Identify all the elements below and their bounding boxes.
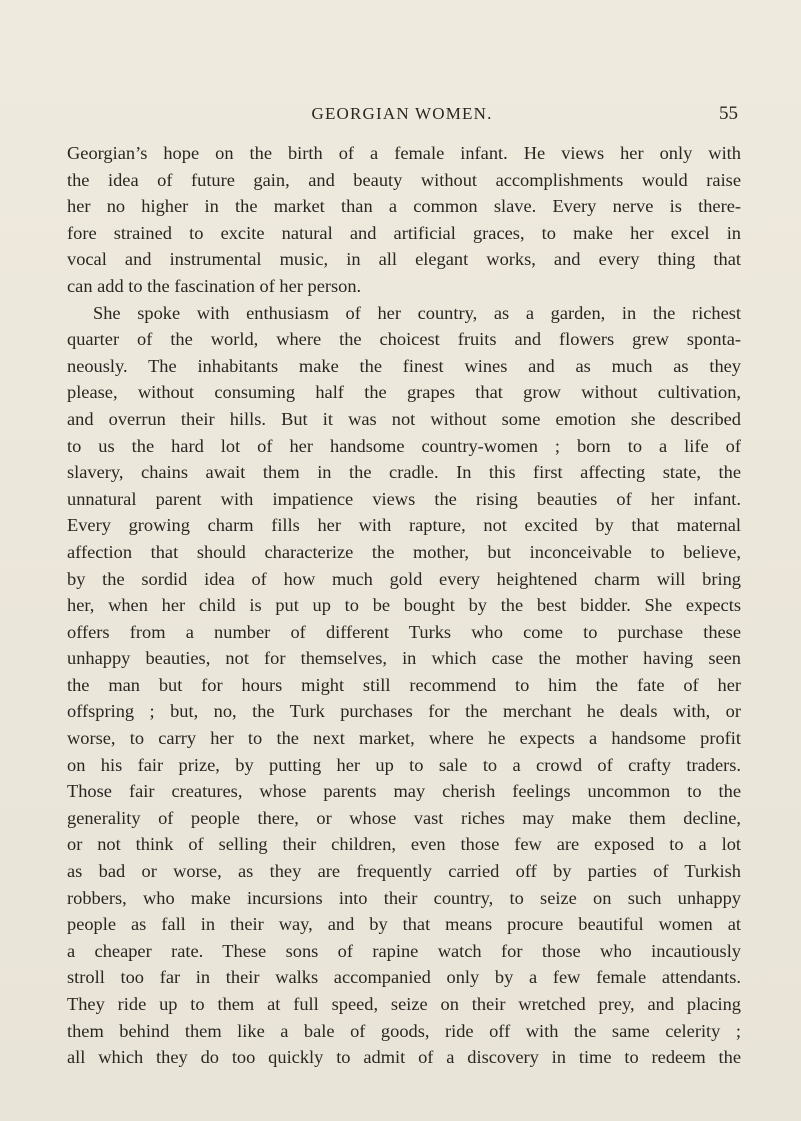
- text-line: stroll too far in their walks accompanied only by a few female attendants.: [67, 967, 741, 988]
- text-line: the man but for hours might still recommend to him the fate of her: [67, 674, 741, 695]
- text-line: or not think of selling their children, even those few are exposed to a lot: [67, 834, 741, 855]
- text-line: robbers, who make incursions into their country, to seize on such unhappy: [67, 887, 741, 908]
- text-line: a cheaper rate. These sons of rapine watch for those who incautiously: [67, 940, 741, 961]
- text-line: Every growing charm fills her with rapture, not excited by that maternal: [67, 515, 741, 536]
- text-line: affection that should characterize the mother, but inconceivable to believe,: [67, 541, 741, 562]
- text-line: Georgian’s hope on the birth of a female infant. He views her only with: [67, 143, 741, 163]
- text-line: unnatural parent with impatience views the rising beauties of her infant.: [67, 488, 741, 509]
- text-line: unhappy beauties, not for themselves, in which case the mother having seen: [67, 648, 741, 669]
- text-line: Those fair creatures, whose parents may cherish feelings uncommon to the: [67, 781, 741, 802]
- running-title: GEORGIAN WOMEN.: [311, 104, 493, 123]
- text-line: her no higher in the market than a common slave. Every nerve is there-: [67, 196, 741, 217]
- text-line: the idea of future gain, and beauty without accomplishments would raise: [67, 169, 741, 190]
- text-line: all which they do too quickly to admit of a discovery in time to redeem the: [67, 1047, 741, 1068]
- text-line: as bad or worse, as they are frequently carried off by parties of Turkish: [67, 861, 741, 882]
- text-line: on his fair prize, by putting her up to sale to a crowd of crafty traders.: [67, 754, 741, 775]
- text-line: generality of people there, or whose vast riches may make them decline,: [67, 807, 741, 828]
- text-line: neously. The inhabitants make the finest wines and as much as they: [67, 355, 741, 376]
- running-head: [66, 104, 738, 126]
- page-number: 55: [719, 103, 738, 124]
- text-line: They ride up to them at full speed, seize on their wretched prey, and placing: [67, 994, 741, 1014]
- text-line: them behind them like a bale of goods, ride off with the same celerity ;: [67, 1020, 741, 1041]
- text-line: please, without consuming half the grapes that grow without cultivation,: [67, 382, 741, 403]
- text-line: by the sordid idea of how much gold every heightened charm will bring: [67, 568, 741, 589]
- body-text: [67, 140, 741, 1071]
- text-line: worse, to carry her to the next market, where he expects a handsome profit: [67, 728, 741, 749]
- text-line: offers from a number of different Turks who come to purchase these: [67, 621, 741, 642]
- text-line: her, when her child is put up to be bought by the best bidder. She expects: [67, 595, 741, 616]
- text-line: offspring ; but, no, the Turk purchases for the merchant he deals with, or: [67, 701, 741, 722]
- text-line: slavery, chains await them in the cradle. In this first affecting state, the: [67, 462, 741, 483]
- text-line: and overrun their hills. But it was not without some emotion she described: [67, 408, 741, 429]
- text-line: She spoke with enthusiasm of her country, as a garden, in the richest: [93, 302, 741, 323]
- text-line: vocal and instrumental music, in all elegant works, and every thing that: [67, 249, 741, 270]
- text-line: people as fall in their way, and by that means procure beautiful women at: [67, 914, 741, 935]
- text-line: can add to the fascination of her person.: [67, 275, 362, 296]
- text-line: fore strained to excite natural and artificial graces, to make her excel in: [67, 222, 741, 243]
- text-line: to us the hard lot of her handsome country-women ; born to a life of: [67, 435, 741, 456]
- text-line: quarter of the world, where the choicest fruits and flowers grew sponta-: [67, 329, 741, 350]
